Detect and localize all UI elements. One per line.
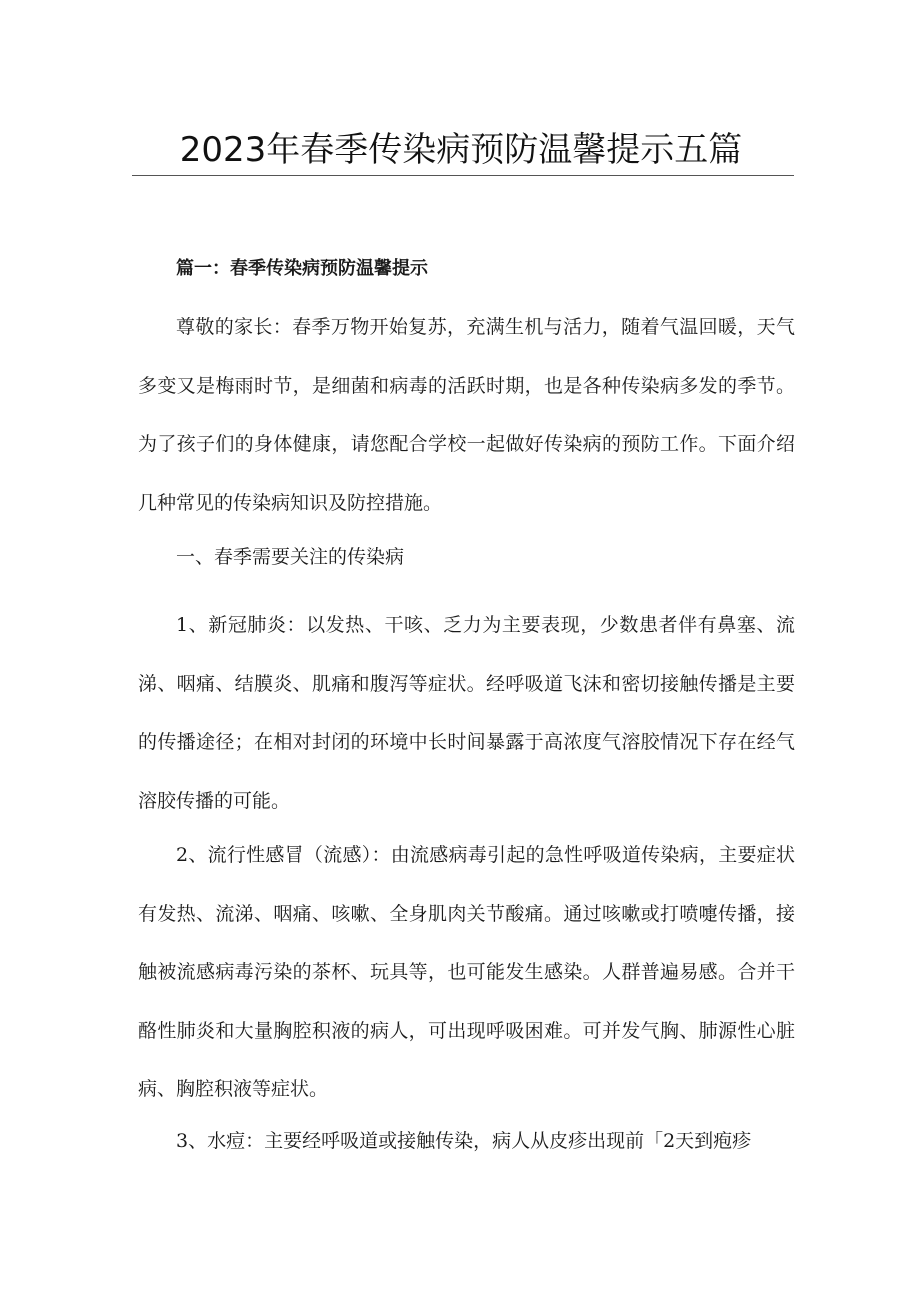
paragraph-covid: 1、新冠肺炎：以发热、干咳、乏力为主要表现，少数患者伴有鼻塞、流涕、咽痛、结膜炎、肌痛和腹泻等症状。经呼吸道飞沫和密切接触传播是主要的传播途径；在相对封闭的环境中长时间暴露于高浓度气溶胶情况下存在经气溶胶传播的可能。 bbox=[138, 614, 795, 812]
title-underline bbox=[132, 175, 794, 176]
document-title: 2023年春季传染病预防温馨提示五篇 bbox=[179, 130, 743, 170]
paragraph-chickenpox: 3、水痘：主要经呼吸道或接触传染，病人从皮疹出现前「2天到疱疹 bbox=[176, 1130, 752, 1152]
paragraph-subheading: 一、春季需要关注的传染病 bbox=[176, 546, 405, 568]
section-heading: 篇一：春季传染病预防温馨提示 bbox=[176, 258, 428, 279]
paragraph-intro: 尊敬的家长：春季万物开始复苏，充满生机与活力，随着气温回暖，天气多变又是梅雨时节，是细菌和病毒的活跃时期，也是各种传染病多发的季节。为了孩子们的身体健康，请您配合学校一起做好传染病的预防工作。下面介绍几种常见的传染病知识及防控措施。 bbox=[138, 316, 795, 514]
paragraph-influenza: 2、流行性感冒（流感）：由流感病毒引起的急性呼吸道传染病，主要症状有发热、流涕、咽痛、咳嗽、全身肌肉关节酸痛。通过咳嗽或打喷嚏传播，接触被流感病毒污染的茶杯、玩具等，也可能发生感染。人群普遍易感。合并干酪性肺炎和大量胸腔积液的病人，可出现呼吸困难。可并发气胸、肺源性心脏病、胸腔积液等症状。 bbox=[138, 844, 795, 1100]
